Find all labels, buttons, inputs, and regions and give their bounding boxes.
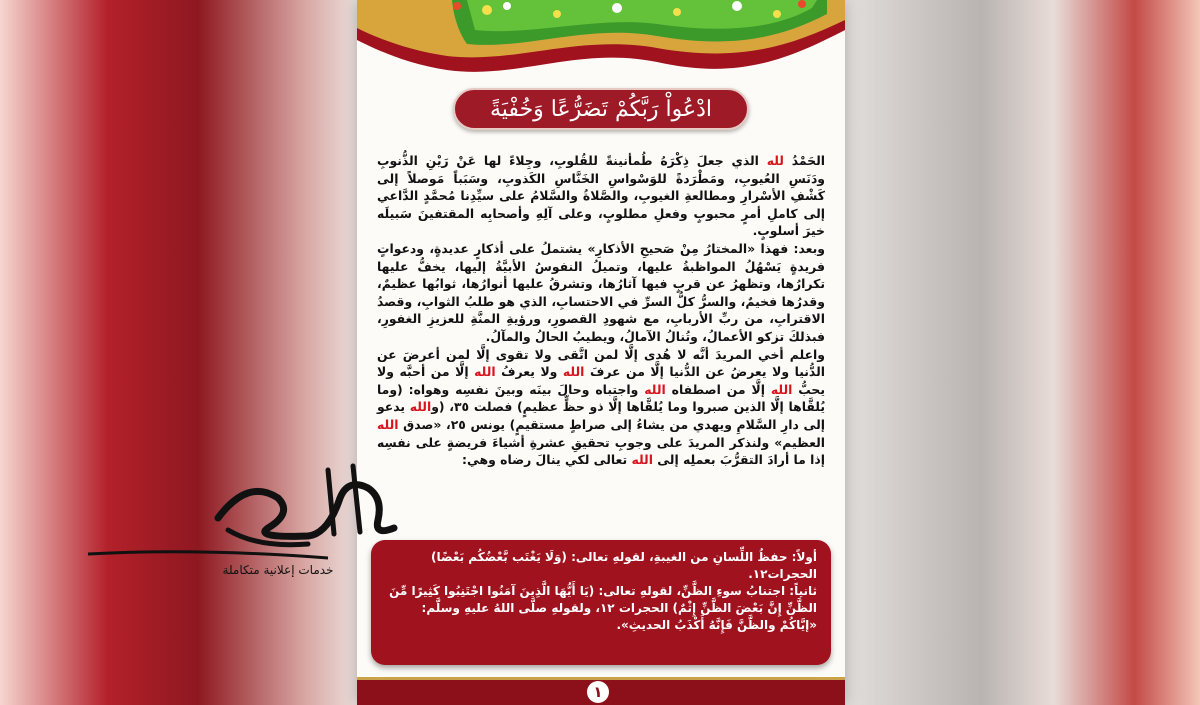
- paragraph-intro: الحَمْدُ لله الذي جعلَ ذِكْرَهُ طُمأنينةً للقُلوبِ، وجِلاءً لها عَنْ رَيْنِ الذُّنوبِ ودَنَسِ العُيوبِ، ومَطْرَدةً للوَسْواسِ الخَنَّاسِ الكَذوبِ، وسَبَباً مَوصلاً إلى كَشْفِ الأسْرارِ ومطالعةِ الغيوبِ، والصَّلاةُ والسَّلامُ على سيِّدِنا مُحمَّدٍ الدَّاعي إلى كاملِ أمرٍ محبوبٍ وفعلِ مطلوبٍ، وعلى آلِهِ وأصحابِه المقتفينَ سَبيلَه خيرَ أسلوبٍ.: [377, 153, 825, 239]
- duty-item: ثانياً: اجتنابُ سوءِ الظَّنِّ، لقولهِ تعالى: (يَا أَيُّهَا الَّذِينَ آمَنُوا اجْتَنِبُوا كَثِيرًا مِّنَ الظَّنِّ إِنَّ بَعْضَ الظَّنِّ إِثْمٌ) الحجرات ١٢، ولقولهِ صلَّى اللهُ عليهِ وسلَّم: «إيَّاكُمْ والظَّنَّ فَإِنَّهُ أَكْذَبُ الحديثِ».: [389, 584, 817, 632]
- calligraphy-logo-watermark: [78, 458, 408, 578]
- document-page: [357, 0, 845, 705]
- duty-item: أولاً: حفظُ اللِّسانِ من الغيبةِ، لقولهِ تعالى: (وَلَا يَغْتَب بَّعْضُكُم بَعْضًا) الحجرات١٢.: [431, 550, 817, 581]
- page-title: ادْعُواْ رَبَّكُمْ تَضَرُّعًا وَخُفْيَةً: [453, 88, 749, 130]
- floral-header-decoration: [357, 0, 845, 80]
- logo-tagline: خدمات إعلانية متكاملة: [222, 563, 334, 577]
- paragraph-preface: وبعد: فهذا «المختارُ مِنْ صَحيحِ الأذكارِ» يشتملُ على أذكارٍ عديدةٍ، ودعواتٍ فريدةٍ يَسْهُلُ المواظبةُ عليها، وتميلُ النفوسُ الأبيَّةُ إليها، يخفُّ عليها تكرارُها، وتظهرُ عن قربٍ فيها آثارُها، وتشرقُ عليها أنوارُها، ثوابُها عظيمٌ، وقدرُها فخيمٌ، والسرُّ كلُّ السرِّ في الاحتسابِ، الذي هو طلبُ الثوابِ، وقصدُ الاقترابِ، من ربِّ الأربابِ، مع شهودِ القصورِ، ورؤيةِ المنَّةِ للعزيزِ الغفورِ، فبذلكَ تزكو الأعمالُ، وتُنالُ الآمالُ، ويطيبُ الحالُ والمآلُ.: [377, 240, 825, 344]
- duties-box: [371, 540, 831, 665]
- background-left-blur: [0, 0, 360, 705]
- background-right-blur: [835, 0, 1200, 705]
- paragraph-advice: واعلم أخي المريدَ أنَّه لا هُدى إلَّا لمن اتَّقى ولا تقوى إلَّا لمن أعرضَ عن الدُّنيا ولا يعرضُ عن الدُّنيا إلَّا من عرفَ الله ولا يعرفُ الله إلَّا من أحبَّه ولا يحبُّ الله إلَّا من اصطفاه الله واجتباه وحالَ بينَه وبينَ نفسِه وهواه: (وما يُلقَّاها إلَّا الذين صبروا وما يُلقَّاها إلَّا ذو حظٍّ عظيمٍ) فصلت ٣٥، (والله يدعو إلى دارِ السَّلامِ ويهدي من يشاءُ إلى صراطٍ مستقيمٍ) يونس ٢٥، «صدق الله العظيم» ولنذكر المريدَ على وجوبِ تحقيقِ عشرةِ أشياءَ فريضةٍ على نفسِه إذا ما أرادَ التقرُّبَ بعملِه إلى الله تعالى لكي ينالَ رضاه وهي:: [377, 346, 825, 468]
- body-text: [377, 152, 825, 469]
- page-number: ١: [587, 681, 609, 703]
